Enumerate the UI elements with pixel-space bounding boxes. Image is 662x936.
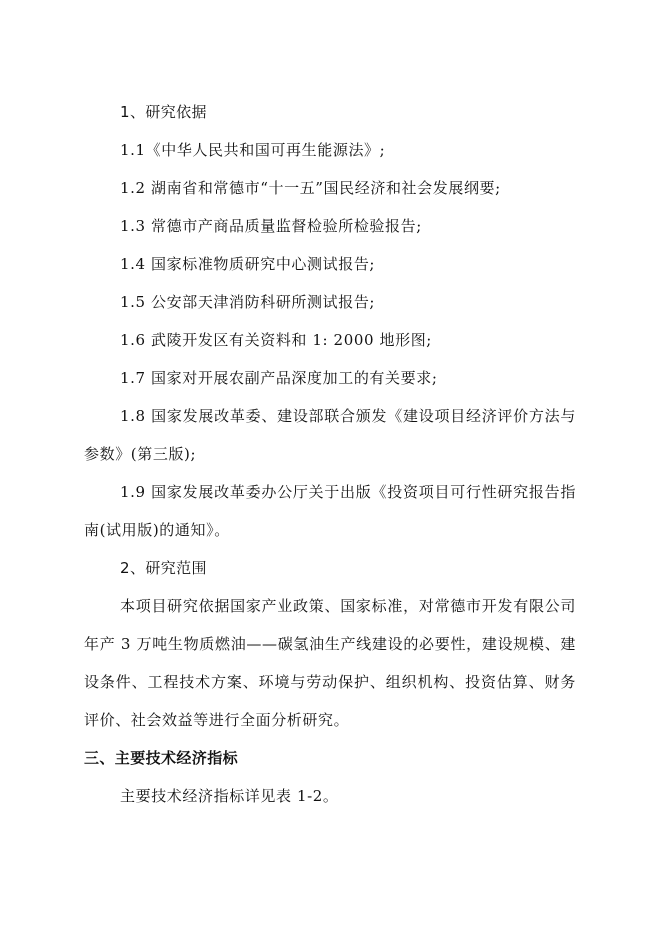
basis-item-1-7: 1.7 国家对开展农副产品深度加工的有关要求; <box>120 369 438 387</box>
page-content <box>84 93 576 815</box>
section-heading-research-basis: 1、研究依据 <box>120 103 207 121</box>
basis-item-1-8: 1.8 国家发展改革委、建设部联合颁发《建设项目经济评价方法与参数》(第三版); <box>84 407 576 463</box>
basis-item-1-2: 1.2 湖南省和常德市“十一五”国民经济和社会发展纲要; <box>120 179 501 197</box>
basis-item-1-9: 1.9 国家发展改革委办公厅关于出版《投资项目可行性研究报告指南(试用版)的通知》。 <box>84 483 576 539</box>
basis-item-1-1: 1.1《中华人民共和国可再生能源法》; <box>120 141 386 159</box>
basis-item-1-4: 1.4 国家标准物质研究中心测试报告; <box>120 255 376 273</box>
research-scope-paragraph: 本项目研究依据国家产业政策、国家标准，对常德市开发有限公司年产 3 万吨生物质燃油——碳氢油生产线建设的必要性，建设规模、建设条件、工程技术方案、环境与劳动保护、组织机构、投资估算、财务评价、社会效益等进行全面分析研究。 <box>84 597 576 729</box>
key-indicators-text: 主要技术经济指标详见表 1-2。 <box>120 787 339 805</box>
section-heading-research-scope: 2、研究范围 <box>120 559 207 577</box>
basis-item-1-3: 1.3 常德市产商品质量监督检验所检验报告; <box>120 217 422 235</box>
basis-item-1-6: 1.6 武陵开发区有关资料和 1: 2000 地形图; <box>120 331 432 349</box>
section-heading-key-indicators: 三、主要技术经济指标 <box>84 749 239 767</box>
basis-item-1-5: 1.5 公安部天津消防科研所测试报告; <box>120 293 376 311</box>
